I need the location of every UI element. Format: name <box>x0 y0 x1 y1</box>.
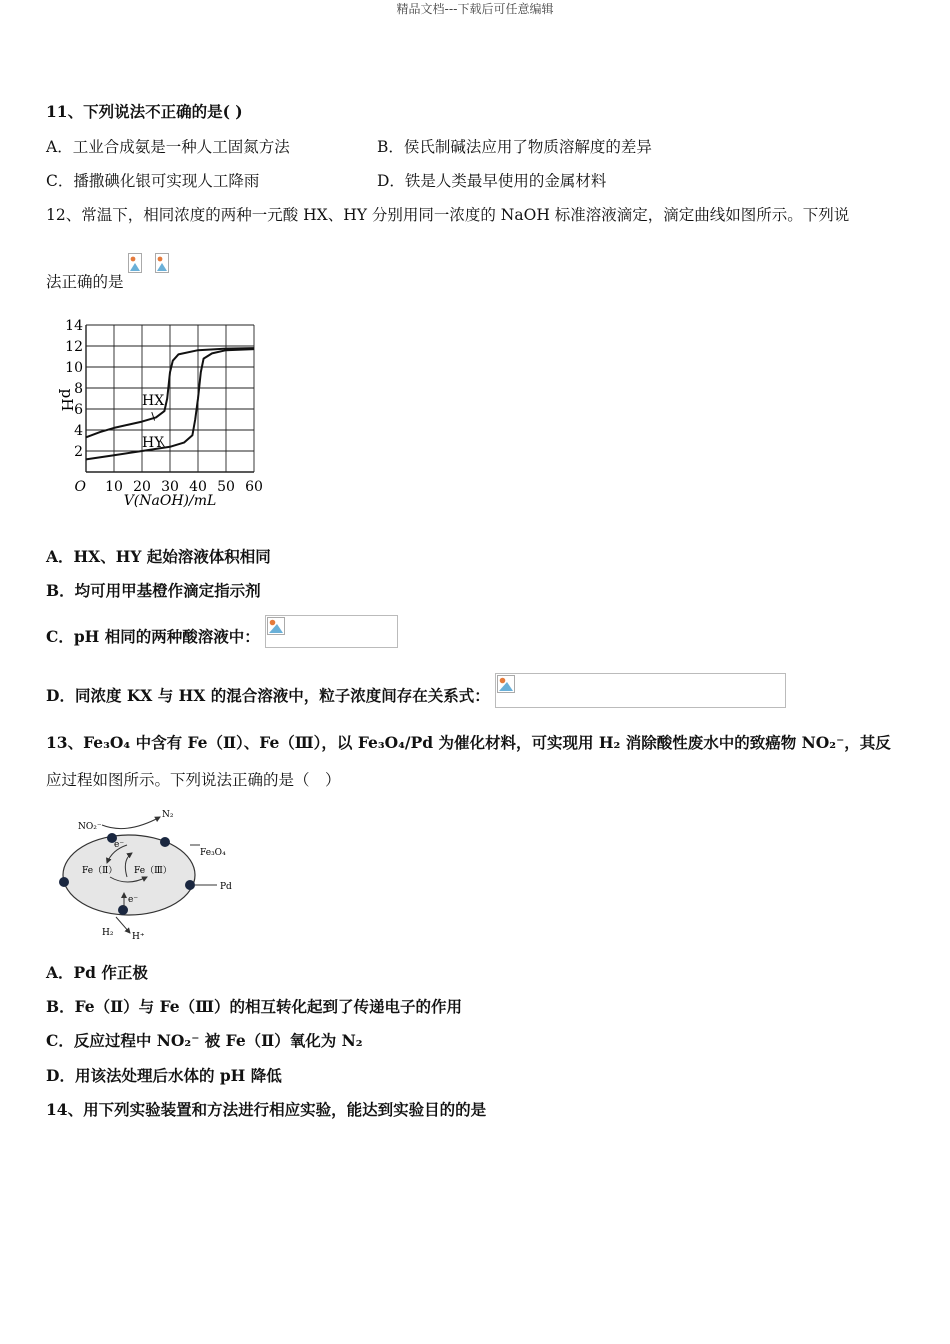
q11-option-c: C．播撒碘化银可实现人工降雨 <box>46 172 260 190</box>
broken-image-icon <box>155 253 169 273</box>
y-tick-label: 12 <box>65 339 83 355</box>
q13-option-c: C．反应过程中 NO₂⁻ 被 Fe（Ⅱ）氧化为 N₂ <box>46 1031 363 1050</box>
formula-image-placeholder <box>495 673 786 708</box>
label-electron-top: e⁻ <box>114 840 125 850</box>
pd-site <box>59 877 69 887</box>
q13-stem-line1: 13、Fe₃O₄ 中含有 Fe（Ⅱ）、Fe（Ⅲ），以 Fe₃O₄/Pd 为催化材料，可实现用 H₂ 消除酸性废水中的致癌物 NO₂⁻，其反 <box>46 733 891 752</box>
q11-row2 <box>46 171 906 191</box>
q11-row1 <box>46 137 906 157</box>
titration-chart <box>40 315 280 515</box>
x-tick-label: 30 <box>161 479 179 495</box>
broken-image-icon <box>497 675 515 693</box>
x-tick-label: 50 <box>217 479 235 495</box>
y-tick-label: 14 <box>65 318 83 334</box>
label-electron-bottom: e⁻ <box>128 895 139 905</box>
x-tick-label: 40 <box>189 479 207 495</box>
q13-option-b: B．Fe（Ⅱ）与 Fe（Ⅲ）的相互转化起到了传递电子的作用 <box>46 997 462 1016</box>
broken-image-icon <box>128 253 142 273</box>
x-tick-label: 10 <box>105 479 123 495</box>
q12-stem-line1: 12、常温下，相同浓度的两种一元酸 HX、HY 分别用同一浓度的 NaOH 标准溶液滴定，滴定曲线如图所示。下列说 <box>46 206 850 224</box>
q13-option-d: D．用该法处理后水体的 pH 降低 <box>46 1066 282 1085</box>
q13-stem-line2: 应过程如图所示。下列说法正确的是（ ） <box>46 771 341 789</box>
q12-option-b: B．均可用甲基橙作滴定指示剂 <box>46 581 261 600</box>
y-tick-label: 6 <box>74 402 83 418</box>
y-tick-label: 4 <box>74 423 83 439</box>
label-hplus: H⁺ <box>132 932 145 942</box>
broken-image-icon <box>267 617 285 635</box>
q11-option-a: A．工业合成氨是一种人工固氮方法 <box>46 138 290 156</box>
pd-site <box>160 837 170 847</box>
label-h2: H₂ <box>102 928 114 938</box>
series-label-hx: HX <box>142 392 165 409</box>
q12-stem-line2 <box>46 267 178 292</box>
q11-option-d: D．铁是人类最早使用的金属材料 <box>377 172 607 190</box>
label-fe2: Fe（Ⅱ） <box>82 866 118 876</box>
catalysis-diagram <box>52 805 262 945</box>
pd-site <box>118 905 128 915</box>
q12-option-d-row <box>46 686 786 708</box>
label-n2: N₂ <box>162 810 174 820</box>
q12-option-a: A．HX、HY 起始溶液体积相同 <box>46 547 271 566</box>
q12-stem-text: 法正确的是 <box>46 273 124 291</box>
q12-option-c-row <box>46 627 398 648</box>
x-tick-label: 20 <box>133 479 151 495</box>
x-tick-label: O <box>74 479 86 495</box>
y-tick-label: 8 <box>74 381 83 397</box>
y-tick-label: 2 <box>74 444 83 460</box>
q11-option-b: B．侯氏制碱法应用了物质溶解度的差异 <box>377 138 652 156</box>
pd-site <box>185 880 195 890</box>
label-pd: Pd <box>220 882 232 892</box>
x-tick-label: 60 <box>245 479 263 495</box>
y-tick-label: 10 <box>65 360 83 376</box>
q12-option-c: C．pH 相同的两种酸溶液中： <box>46 627 260 646</box>
page-header: 精品文档---下载后可任意编辑 <box>396 2 554 16</box>
q11-stem: 11、下列说法不正确的是( ) <box>46 102 243 121</box>
formula-image-placeholder <box>265 615 398 648</box>
label-fe3o4: Fe₃O₄ <box>200 848 226 858</box>
y-axis-label: pH <box>58 388 76 412</box>
q14-stem: 14、用下列实验装置和方法进行相应实验，能达到实验目的的是 <box>46 1100 487 1119</box>
label-no2: NO₂⁻ <box>78 822 102 832</box>
label-fe3: Fe（Ⅲ） <box>134 866 172 876</box>
x-axis-label: V(NaOH)/mL <box>123 493 217 509</box>
q12-option-d: D．同浓度 KX 与 HX 的混合溶液中，粒子浓度间存在关系式： <box>46 686 490 705</box>
series-label-hy: HY <box>142 434 164 451</box>
q13-option-a: A．Pd 作正极 <box>46 963 148 982</box>
